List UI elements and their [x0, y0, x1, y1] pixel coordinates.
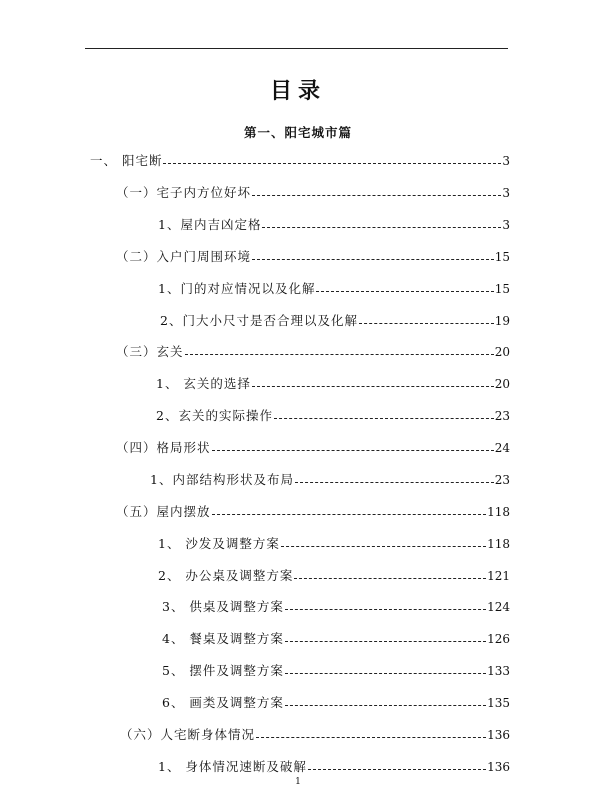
toc-entry-label: 2、 办公桌及调整方案	[158, 568, 294, 583]
toc-leader	[285, 641, 486, 642]
toc-leader	[295, 482, 494, 483]
toc-entry[interactable]	[116, 343, 510, 361]
toc-leader	[308, 769, 486, 770]
toc-leader	[212, 450, 494, 451]
toc-entry[interactable]	[158, 280, 510, 298]
toc-leader	[256, 737, 486, 738]
toc-entry-page: 126	[487, 632, 510, 646]
toc-entry-label: （六）人宅断身体情况	[120, 727, 256, 742]
toc-entry-page: 3	[502, 154, 510, 168]
toc-leader	[185, 354, 494, 355]
toc-entry-page: 124	[487, 600, 510, 614]
toc-entry-label: 4、 餐桌及调整方案	[162, 631, 284, 646]
toc-entry-page: 15	[494, 282, 510, 296]
toc-entry-label: 1、 玄关的选择	[156, 376, 251, 391]
toc-leader	[252, 386, 494, 387]
toc-entry[interactable]	[156, 375, 510, 393]
toc-entry-page: 23	[494, 473, 510, 487]
toc-leader	[294, 578, 486, 579]
toc-entry-label: 1、 沙发及调整方案	[158, 536, 280, 551]
toc-entry[interactable]	[116, 184, 510, 202]
toc-entry-page: 121	[487, 569, 510, 583]
toc-entry-page: 15	[494, 250, 510, 264]
toc-entry[interactable]	[116, 439, 510, 457]
toc-entry-page: 3	[502, 186, 510, 200]
toc-entry[interactable]	[158, 535, 510, 553]
toc-entry[interactable]	[156, 407, 510, 425]
toc-entry[interactable]	[162, 662, 510, 680]
toc-entry-label: 一、 阳宅断	[90, 153, 163, 168]
toc-entry-page: 19	[494, 314, 510, 328]
toc-entry-page: 3	[502, 218, 510, 232]
toc-entry[interactable]	[158, 216, 510, 234]
toc-leader	[163, 163, 501, 164]
toc-entry[interactable]	[158, 567, 510, 585]
toc-entry[interactable]	[158, 758, 510, 776]
toc-entry[interactable]	[162, 630, 510, 648]
toc-entry-label: 2、门大小尺寸是否合理以及化解	[160, 313, 358, 328]
header-rule	[85, 48, 508, 49]
toc-entry-label: 2、玄关的实际操作	[156, 408, 273, 423]
page-title: 目录	[269, 78, 326, 104]
toc-entry-label: 3、 供桌及调整方案	[162, 599, 284, 614]
toc-entry[interactable]	[160, 312, 510, 330]
toc-entry[interactable]	[90, 152, 510, 170]
toc-entry-label: 5、 摆件及调整方案	[162, 663, 284, 678]
toc-entry[interactable]	[120, 726, 510, 744]
toc-entry-label: （五）屋内摆放	[116, 504, 211, 519]
section-heading: 第一、阳宅城市篇	[243, 125, 352, 140]
toc-entry[interactable]	[162, 694, 510, 712]
toc-leader	[285, 609, 486, 610]
toc-leader	[281, 546, 486, 547]
toc-leader	[252, 195, 501, 196]
toc-entry-label: 1、门的对应情况以及化解	[158, 281, 316, 296]
toc-entry-label: 1、屋内吉凶定格	[158, 217, 262, 232]
toc-entry-page: 20	[494, 345, 510, 359]
toc-leader	[212, 514, 487, 515]
toc-leader	[285, 705, 486, 706]
toc-entry-label: 1、 身体情况速断及破解	[158, 759, 307, 774]
toc-entry-label: （一）宅子内方位好坏	[116, 185, 252, 200]
toc-entry-label: （三）玄关	[116, 344, 184, 359]
toc-entry-label: （四）格局形状	[116, 440, 211, 455]
toc-entry-page: 118	[487, 505, 510, 519]
toc-entry-page: 133	[487, 664, 510, 678]
toc-entry-page: 136	[487, 760, 510, 774]
toc-entry[interactable]	[116, 503, 510, 521]
toc-entry[interactable]	[162, 598, 510, 616]
toc-entry[interactable]	[150, 471, 510, 489]
page-number: 1	[295, 777, 301, 787]
toc-leader	[359, 323, 494, 324]
toc-entry-page: 20	[494, 377, 510, 391]
toc-entry-page: 118	[487, 537, 510, 551]
toc-leader	[285, 673, 486, 674]
toc-entry-label: 1、内部结构形状及布局	[150, 472, 294, 487]
toc-leader	[262, 227, 501, 228]
toc-entry-label: 6、 画类及调整方案	[162, 695, 284, 710]
toc-entry-label: （二）入户门周围环境	[116, 249, 252, 264]
toc-leader	[252, 259, 494, 260]
toc-entry-page: 136	[487, 728, 510, 742]
toc-entry-page: 24	[494, 441, 510, 455]
toc-leader	[316, 291, 493, 292]
toc-entry-page: 23	[494, 409, 510, 423]
toc-entry-page: 135	[487, 696, 510, 710]
toc-entry[interactable]	[116, 248, 510, 266]
toc-leader	[274, 418, 494, 419]
